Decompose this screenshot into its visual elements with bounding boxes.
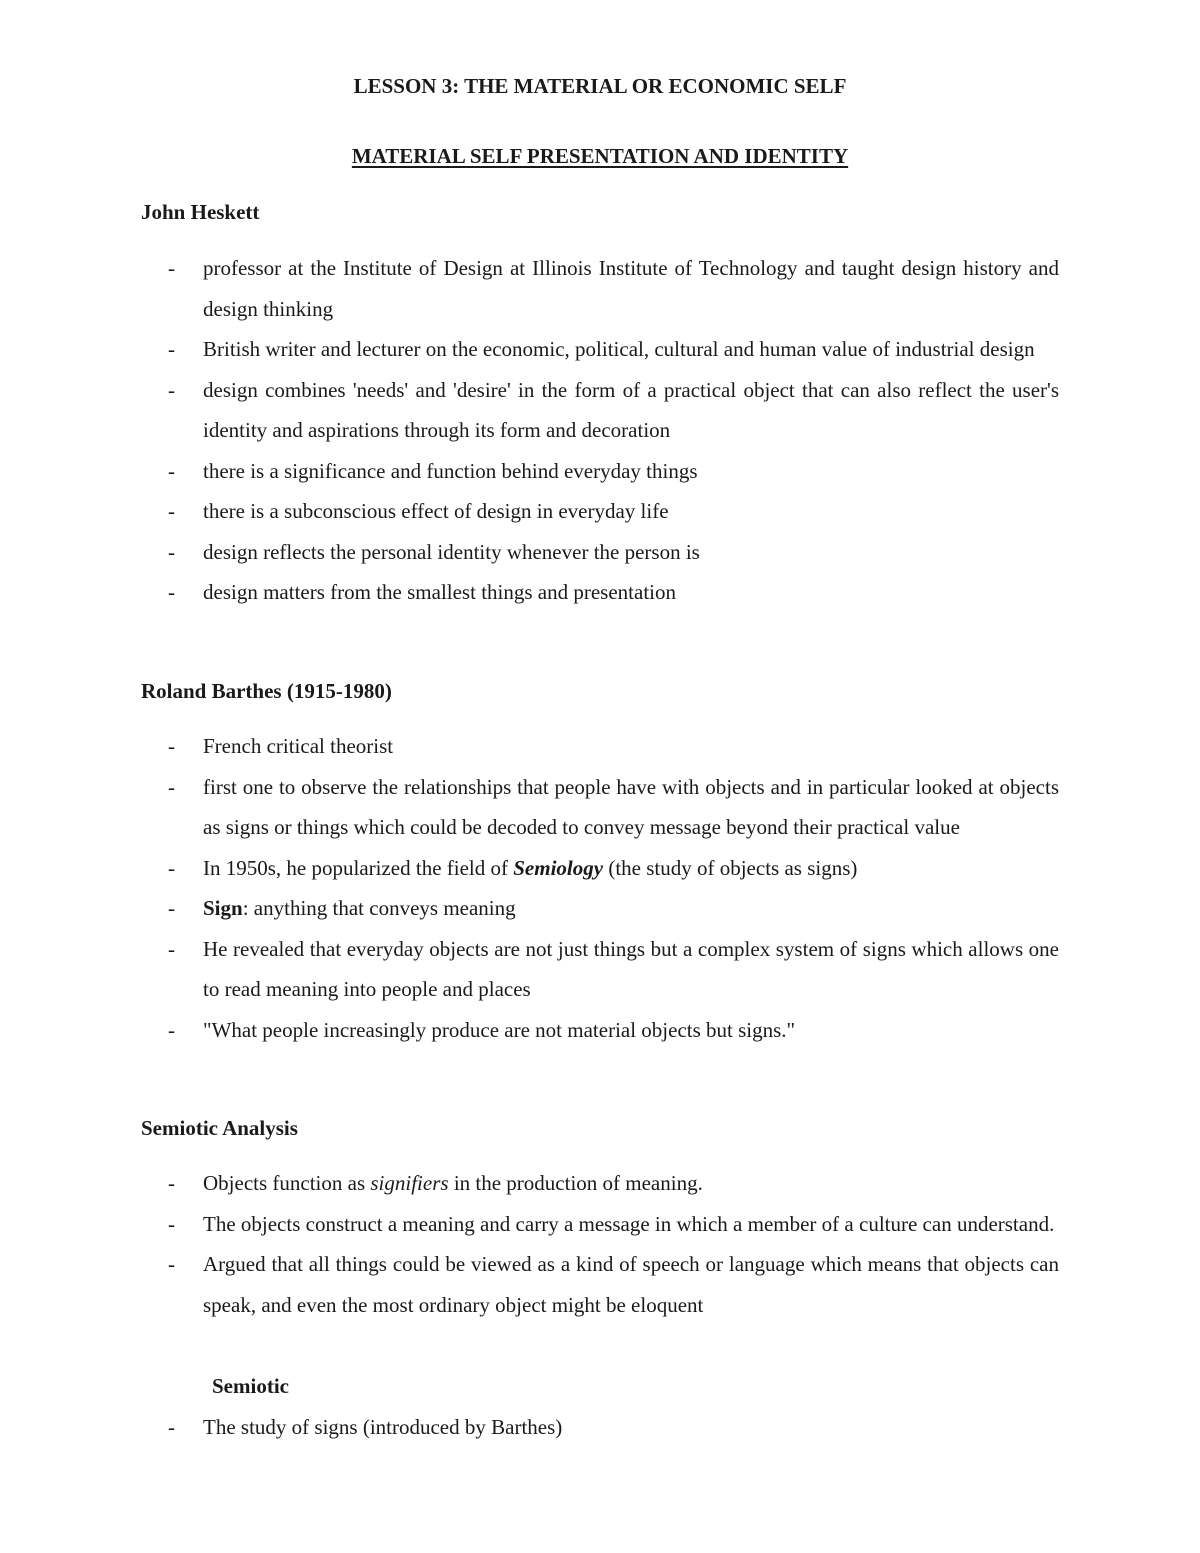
dash-bullet: - — [168, 377, 175, 402]
barthes-list — [141, 726, 1059, 1050]
list-item: - design reflects the personal identity whenever the person is — [141, 532, 1059, 573]
semiology-term: Semiology — [513, 855, 604, 880]
sign-term: Sign — [203, 896, 243, 920]
list-item: - British writer and lecturer on the economic, political, cultural and human value of industrial design — [141, 329, 1059, 370]
dash-bullet: - — [168, 896, 175, 920]
dash-bullet: - — [168, 1211, 175, 1236]
list-item: - there is a significance and function behind everyday things — [141, 451, 1059, 492]
dash-bullet: - — [168, 936, 175, 961]
list-item: - Argued that all things could be viewed as a kind of speech or language which means that objects can speak, and even the most ordinary object might be eloquent — [141, 1244, 1059, 1325]
list-item: - "What people increasingly produce are not material objects but signs." — [141, 1010, 1059, 1051]
semiotic-analysis-list — [141, 1163, 1059, 1325]
list-item: - The objects construct a meaning and carry a message in which a member of a culture can understand. — [141, 1204, 1059, 1245]
list-item: - In 1950s, he popularized the field of Semiology (the study of objects as signs) — [141, 848, 1059, 889]
dash-bullet: - — [168, 1171, 175, 1195]
dash-bullet: - — [168, 1415, 175, 1439]
dash-bullet: - — [168, 458, 175, 483]
barthes-heading: Roland Barthes (1915-1980) — [141, 679, 392, 703]
lesson-title: LESSON 3: THE MATERIAL OR ECONOMIC SELF — [353, 74, 847, 98]
list-item: - there is a subconscious effect of design in everyday life — [141, 491, 1059, 532]
semiotic-list — [141, 1407, 1059, 1448]
signifiers-term: signifiers — [370, 1171, 449, 1195]
list-item: - design matters from the smallest things and presentation — [141, 572, 1059, 613]
dash-bullet: - — [168, 1252, 175, 1276]
dash-bullet: - — [168, 855, 175, 880]
heskett-list — [141, 248, 1059, 613]
list-item: - The study of signs (introduced by Barthes) — [141, 1407, 1059, 1448]
section-title: MATERIAL SELF PRESENTATION AND IDENTITY — [351, 144, 849, 168]
heskett-heading: John Heskett — [141, 200, 260, 224]
dash-bullet: - — [168, 499, 175, 523]
list-item: - He revealed that everyday objects are not just things but a complex system of signs which allows one to read meaning into people and places — [141, 929, 1059, 1010]
dash-bullet: - — [168, 580, 175, 604]
list-item: - Objects function as signifiers in the production of meaning. — [141, 1163, 1059, 1204]
semiotic-analysis-heading: Semiotic Analysis — [141, 1116, 298, 1140]
dash-bullet: - — [168, 774, 175, 799]
dash-bullet: - — [168, 1017, 175, 1042]
list-item: - design combines 'needs' and 'desire' in the form of a practical object that can also reflect the user's identity and aspirations through its form and decoration — [141, 370, 1059, 451]
list-item: - professor at the Institute of Design at Illinois Institute of Technology and taught design history and design thinking — [141, 248, 1059, 329]
dash-bullet: - — [168, 256, 175, 280]
dash-bullet: - — [168, 734, 175, 758]
dash-bullet: - — [168, 539, 175, 564]
list-item: - first one to observe the relationships that people have with objects and in particular looked at objects as signs or things which could be decoded to convey message beyond their practical value — [141, 767, 1059, 848]
semiotic-heading: Semiotic — [212, 1374, 289, 1398]
list-item: - Sign: anything that conveys meaning — [141, 888, 1059, 929]
list-item: - French critical theorist — [141, 726, 1059, 767]
dash-bullet: - — [168, 337, 175, 361]
